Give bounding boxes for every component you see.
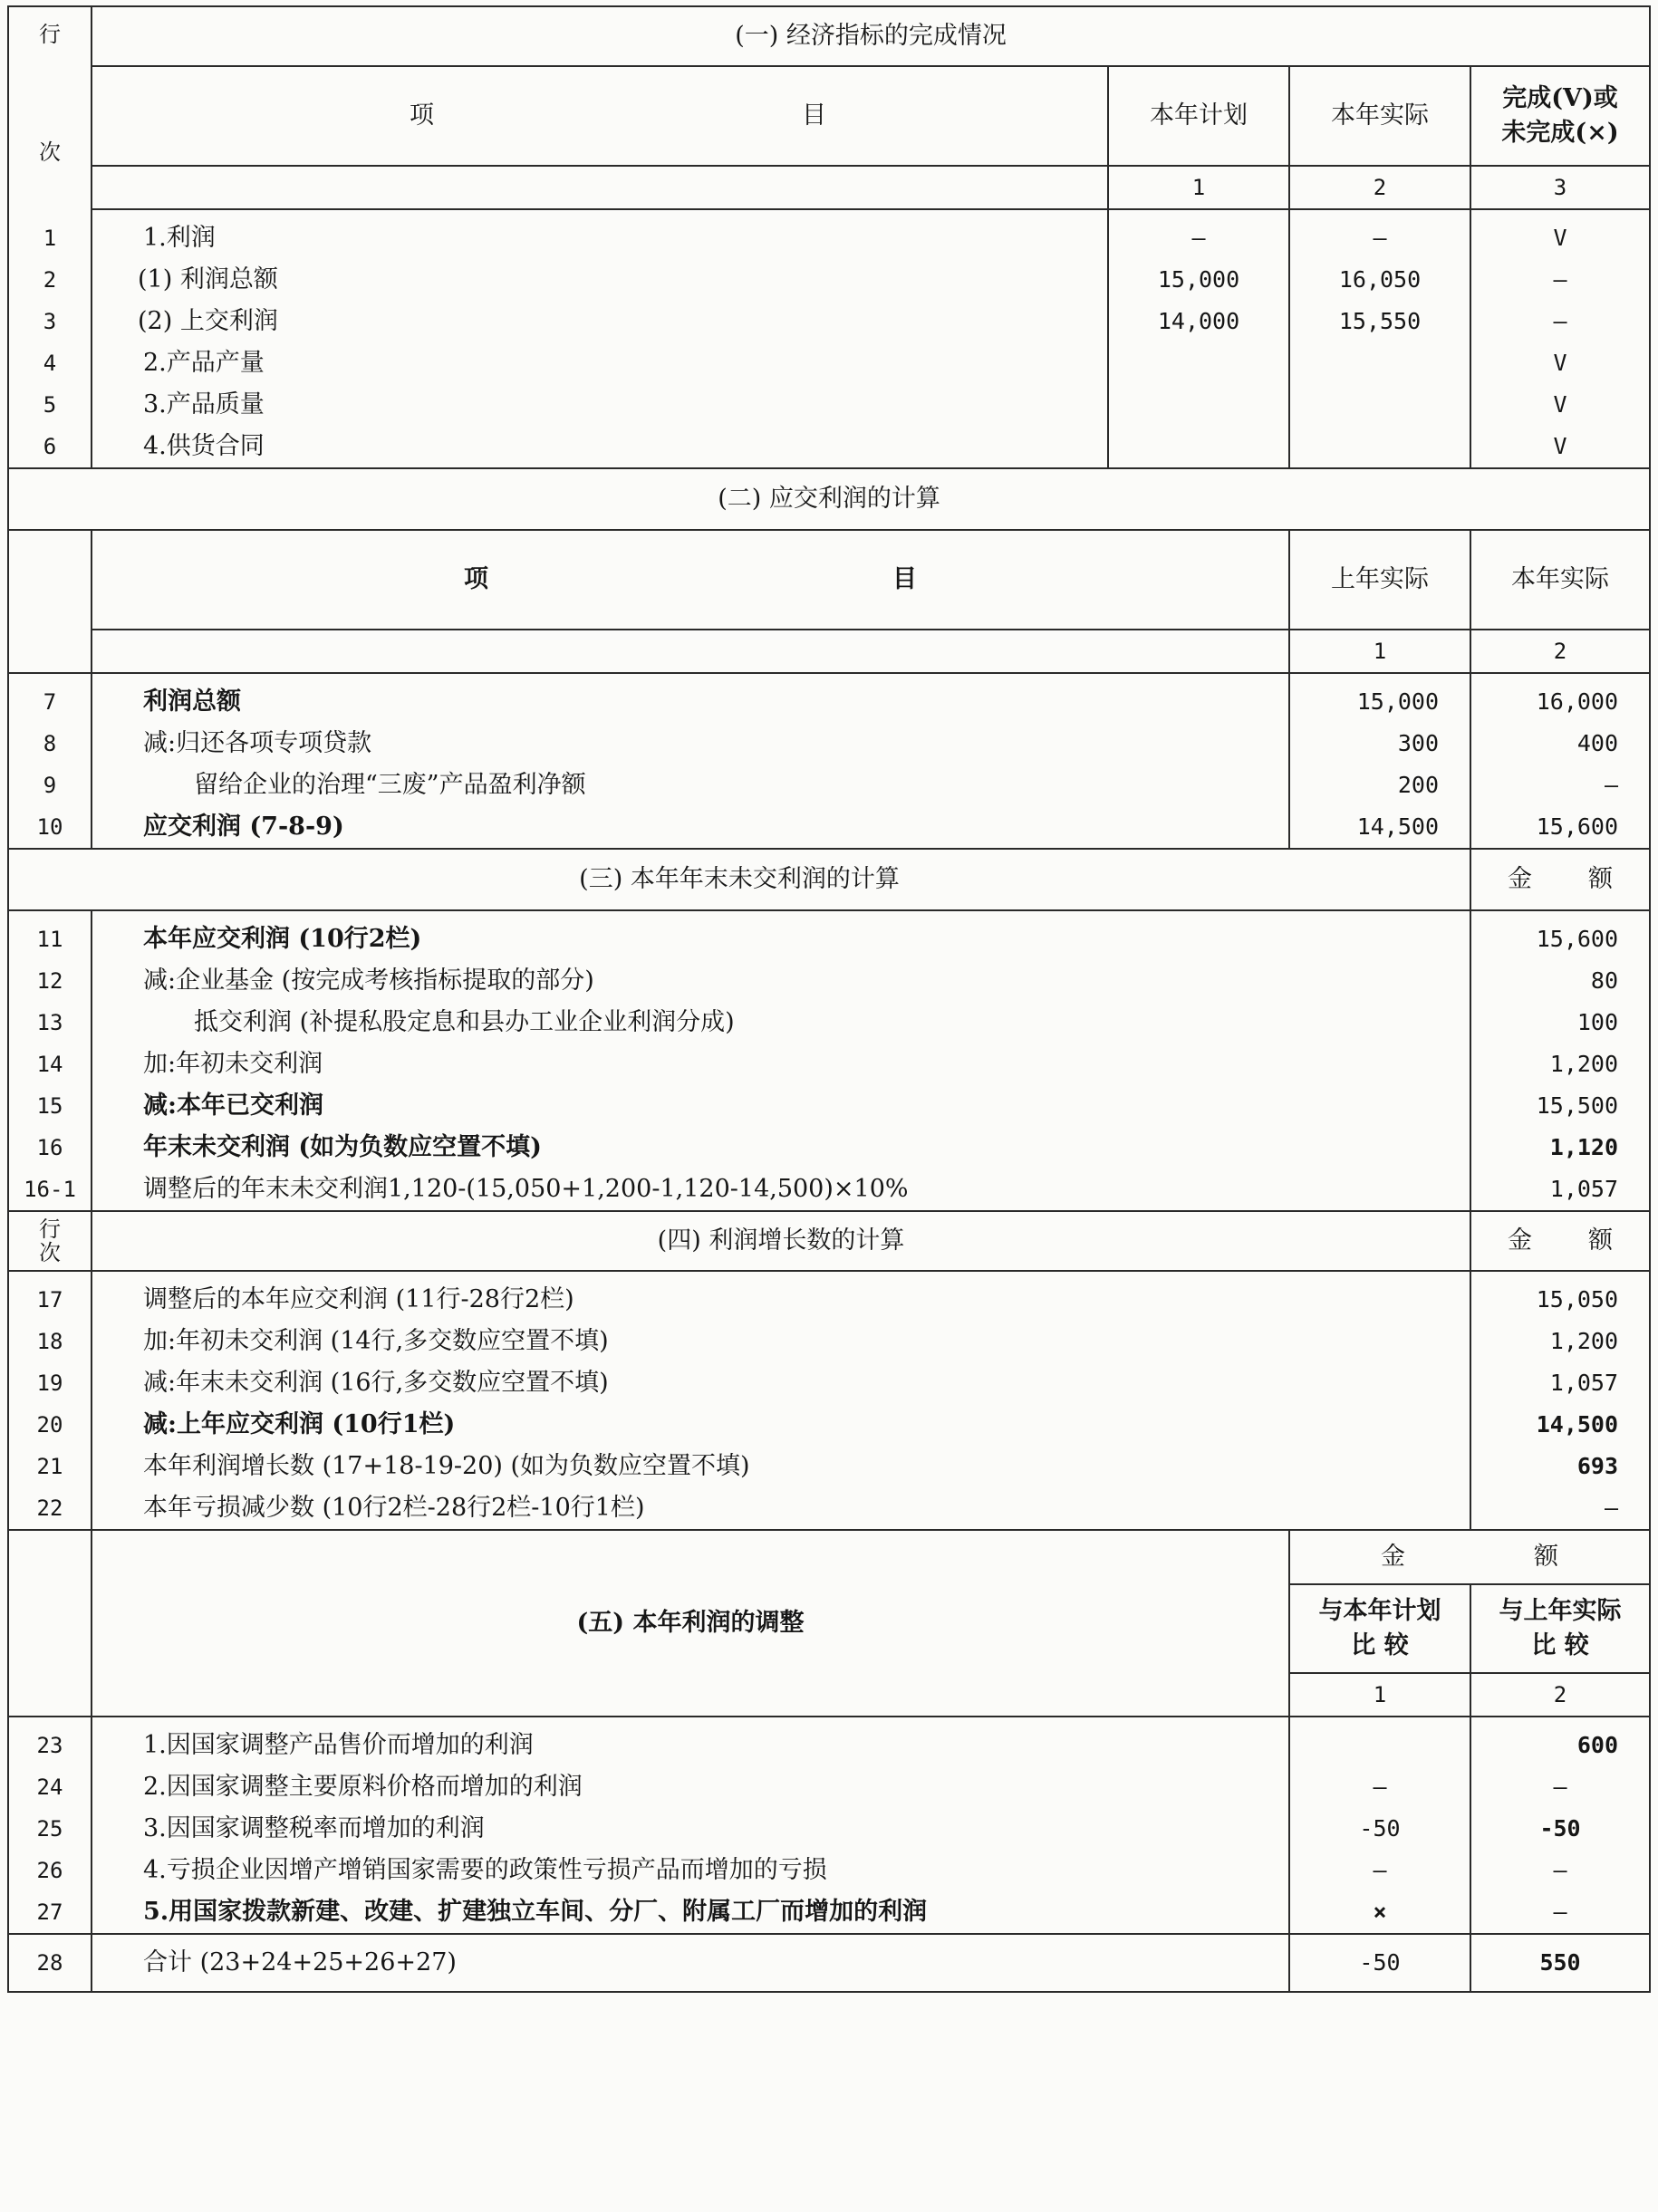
sec2-title-row <box>8 468 1650 530</box>
sec5-header-row-1 <box>8 1530 1650 1584</box>
table-row: 19 减:年末未交利润 (16行,多交数应空置不填) 1,057 <box>8 1362 1650 1404</box>
table-row: 18 加:年初未交利润 (14行,多交数应空置不填) 1,200 <box>8 1321 1650 1362</box>
profit-report-table <box>7 5 1651 1993</box>
table-row: 26 4.亏损企业因增产增销国家需要的政策性亏损产品而增加的亏损 — — <box>8 1850 1650 1891</box>
sec1-col-plan: 本年计划 <box>1108 66 1289 166</box>
sec2-header-row <box>8 530 1650 630</box>
sec1-title: (一) 经济指标的完成情况 <box>92 6 1650 66</box>
row-number-header-top: 行 <box>39 22 61 47</box>
sec5-colno-1: 1 <box>1289 1673 1470 1717</box>
table-row: 24 2.因国家调整主要原料价格而增加的利润 — — <box>8 1766 1650 1808</box>
sec1-colno-3: 3 <box>1470 166 1650 209</box>
table-row: 14 加:年初未交利润 1,200 <box>8 1043 1650 1085</box>
sec3-amount-header: 金 额 <box>1470 849 1650 910</box>
table-row: 25 3.因国家调整税率而增加的利润 -50 -50 <box>8 1808 1650 1850</box>
table-row: 8 减:归还各项专项贷款 300 400 <box>8 723 1650 765</box>
table-row: 21 本年利润增长数 (17+18-19-20) (如为负数应空置不填) 693 <box>8 1446 1650 1487</box>
table-row: 16-1 调整后的年末未交利润1,120-(15,050+1,200-1,120-14,500)×10% 1,057 <box>8 1169 1650 1211</box>
sec4-title: (四) 利润增长数的计算 <box>92 1211 1470 1271</box>
sec5-colno-2: 2 <box>1470 1673 1650 1717</box>
sec1-title-row <box>8 6 1650 66</box>
sec1-header-row <box>8 66 1650 166</box>
total-row: 28 合计 (23+24+25+26+27) -50 550 <box>8 1934 1650 1992</box>
sec2-colno-1: 1 <box>1289 630 1470 673</box>
sec1-col-actual: 本年实际 <box>1289 66 1470 166</box>
sec4-row-no-header: 行 次 <box>8 1211 92 1271</box>
table-row: 23 1.因国家调整产品售价而增加的利润 600 <box>8 1717 1650 1766</box>
sec5-col-vs-plan: 与本年计划 比 较 <box>1289 1584 1470 1673</box>
sec5-title: (五) 本年利润的调整 <box>92 1530 1289 1717</box>
table-row: 4 2.产品产量 V <box>8 342 1650 384</box>
sec1-item-header: 项 目 <box>92 66 1108 166</box>
table-row: 9 留给企业的治理“三废”产品盈利净额 200 — <box>8 765 1650 806</box>
sec5-amount-header: 金 额 <box>1289 1530 1650 1584</box>
table-row: 11 本年应交利润 (10行2栏) 15,600 <box>8 910 1650 960</box>
sec2-col-lastyear: 上年实际 <box>1289 530 1470 630</box>
total-vs-lastyear: 550 <box>1470 1934 1650 1992</box>
total-vs-plan: -50 <box>1289 1934 1470 1992</box>
table-row: 10 应交利润 (7-8-9) 14,500 15,600 <box>8 806 1650 849</box>
sec3-title: (三) 本年年末未交利润的计算 <box>8 849 1470 910</box>
sec4-amount-header: 金 额 <box>1470 1211 1650 1271</box>
table-row: 15 减:本年已交利润 15,500 <box>8 1085 1650 1127</box>
table-row: 20 减:上年应交利润 (10行1栏) 14,500 <box>8 1404 1650 1446</box>
table-row: 1 1.利润 — — V <box>8 209 1650 259</box>
sec2-colno-row <box>8 630 1650 673</box>
table-row: 17 调整后的本年应交利润 (11行-28行2栏) 15,050 <box>8 1271 1650 1321</box>
sec2-title: (二) 应交利润的计算 <box>8 468 1650 530</box>
sec1-colno-1: 1 <box>1108 166 1289 209</box>
sec1-colno-2: 2 <box>1289 166 1470 209</box>
table-row: 3 (2) 上交利润 14,000 15,550 — <box>8 301 1650 342</box>
table-row: 12 减:企业基金 (按完成考核指标提取的部分) 80 <box>8 960 1650 1002</box>
table-row: 13 抵交利润 (补提私股定息和县办工业企业利润分成) 100 <box>8 1002 1650 1043</box>
sec2-item-header: 项 目 <box>92 530 1289 630</box>
table-row: 27 5.用国家拨款新建、改建、扩建独立车间、分厂、附属工厂而增加的利润 × — <box>8 1891 1650 1934</box>
sec2-colno-2: 2 <box>1470 630 1650 673</box>
sec5-col-vs-lastyear: 与上年实际 比 较 <box>1470 1584 1650 1673</box>
table-row: 5 3.产品质量 V <box>8 384 1650 426</box>
sec1-col-status: 完成(V)或 未完成(×) <box>1470 66 1650 166</box>
table-row: 2 (1) 利润总额 15,000 16,050 — <box>8 259 1650 301</box>
table-row: 6 4.供货合同 V <box>8 426 1650 468</box>
sec4-title-row <box>8 1211 1650 1271</box>
sec2-col-thisyear: 本年实际 <box>1470 530 1650 630</box>
total-label: 合计 (23+24+25+26+27) <box>92 1934 1289 1992</box>
sec3-title-row <box>8 849 1650 910</box>
table-row: 7 利润总额 15,000 16,000 <box>8 673 1650 723</box>
row-number-header-bottom: 次 <box>39 139 61 165</box>
sec1-colno-row <box>8 166 1650 209</box>
table-row: 16 年末未交利润 (如为负数应空置不填) 1,120 <box>8 1127 1650 1169</box>
table-row: 22 本年亏损减少数 (10行2栏-28行2栏-10行1栏) — <box>8 1487 1650 1530</box>
